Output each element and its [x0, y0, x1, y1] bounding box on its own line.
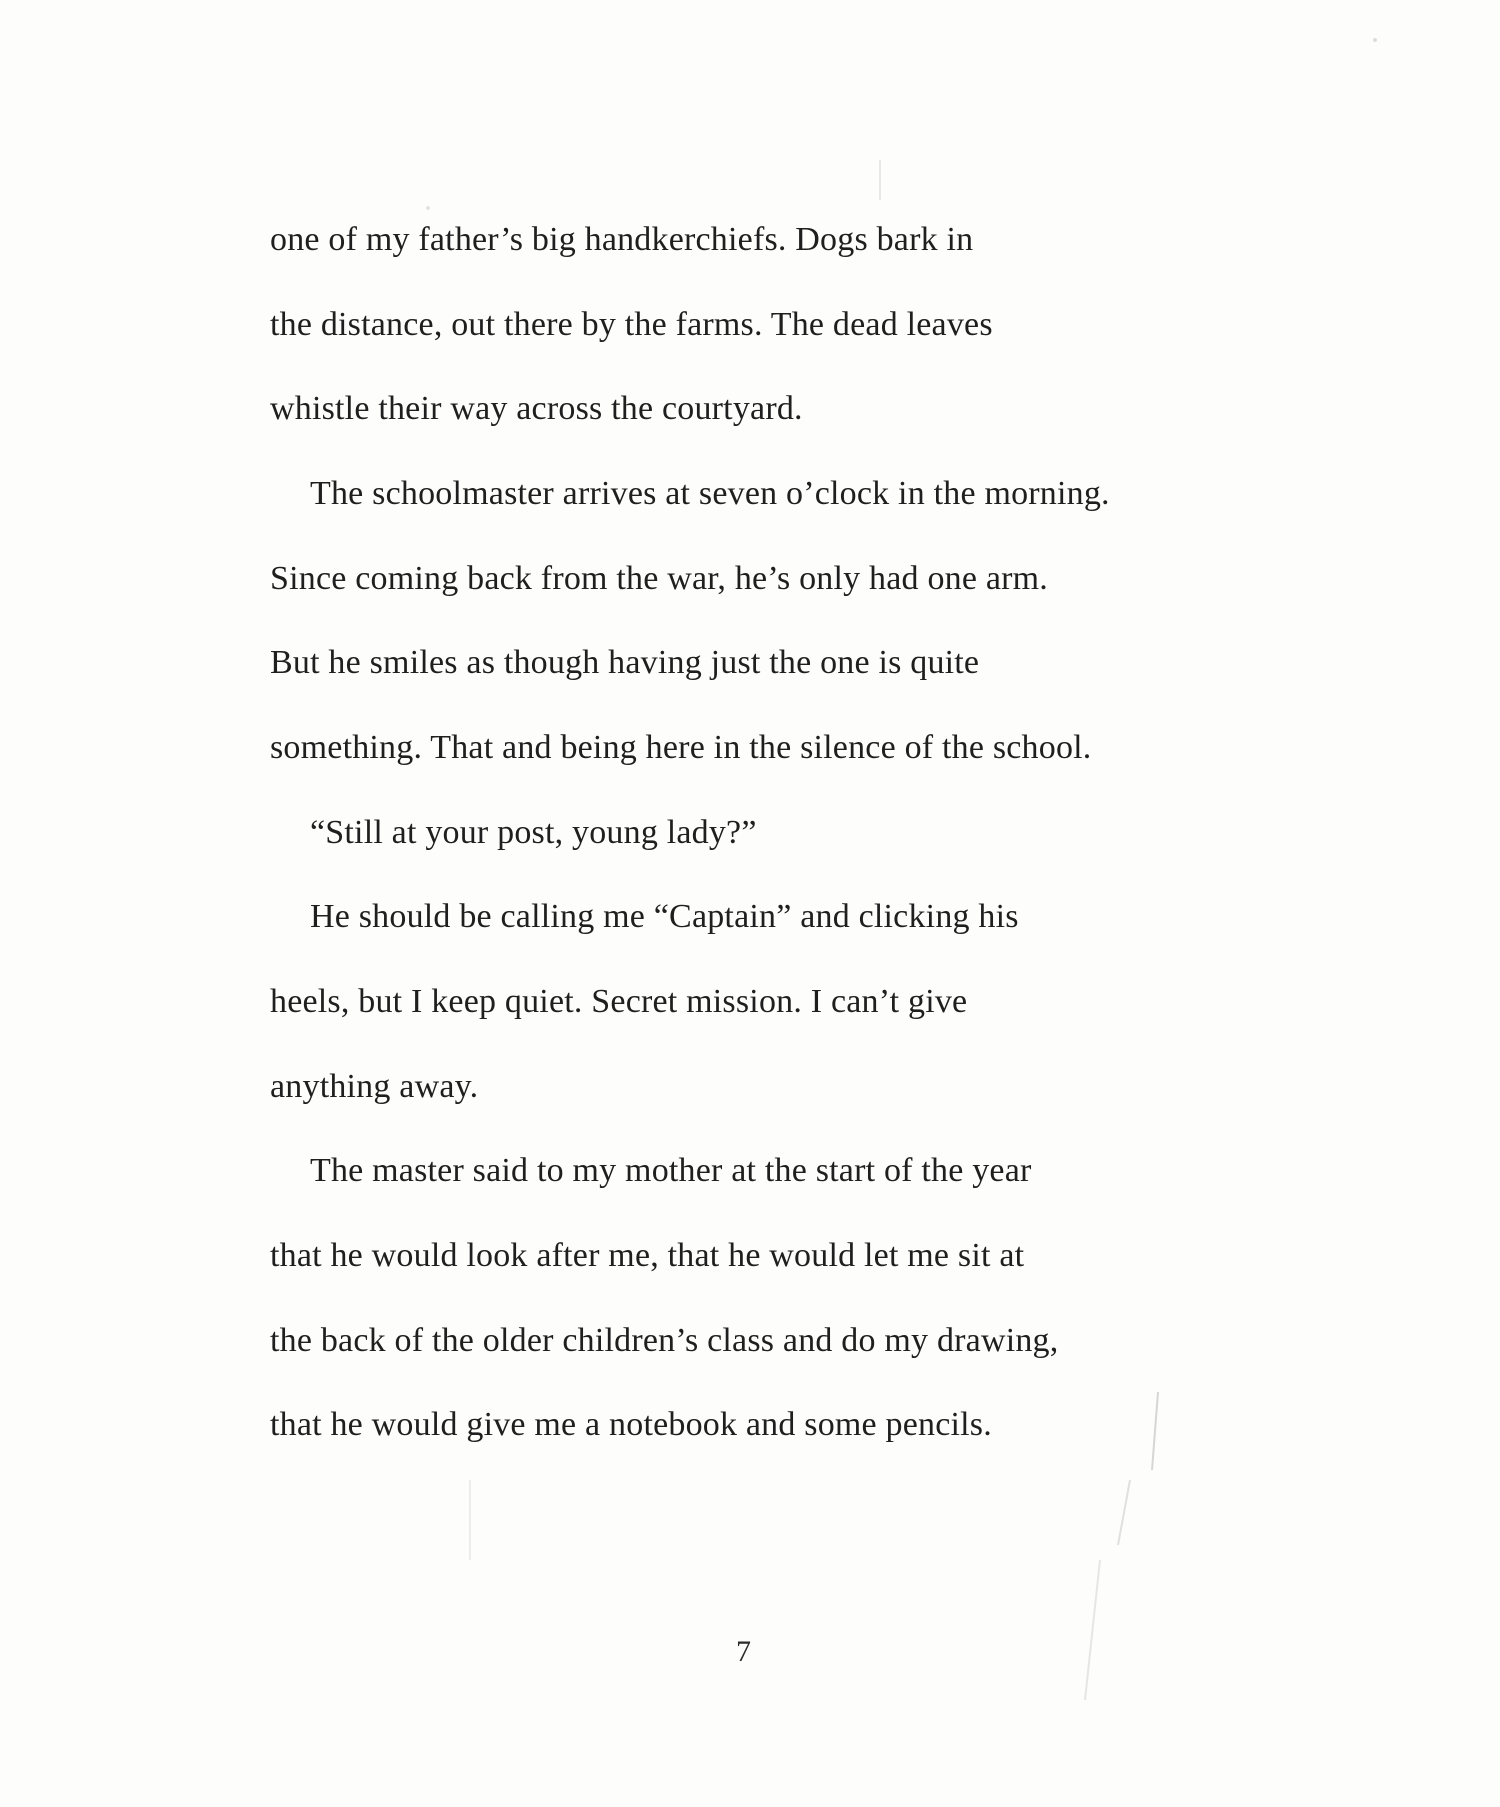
- text-line-1: one of my father’s big handkerchiefs. Dogs bark in: [270, 221, 974, 258]
- text-line-5: Since coming back from the war, he’s only had one arm.: [270, 560, 1048, 597]
- text-line-7: something. That and being here in the silence of the school.: [270, 729, 1092, 766]
- text-line-4: The schoolmaster arrives at seven o’clock in the morning.: [310, 475, 1110, 512]
- text-line-15: that he would give me a notebook and some pencils.: [270, 1406, 992, 1443]
- text-line-14: the back of the older children’s class and do my drawing,: [270, 1322, 1059, 1359]
- text-line-8: “Still at your post, young lady?”: [310, 814, 757, 851]
- text-line-13: that he would look after me, that he would let me sit at: [270, 1237, 1025, 1274]
- text-line-12: The master said to my mother at the start of the year: [310, 1152, 1032, 1189]
- page-number: 7: [736, 1635, 751, 1668]
- text-line-2: the distance, out there by the farms. The dead leaves: [270, 306, 993, 343]
- text-line-11: anything away.: [270, 1068, 479, 1105]
- text-line-10: heels, but I keep quiet. Secret mission. I can’t give: [270, 983, 968, 1020]
- text-line-9: He should be calling me “Captain” and clicking his: [310, 898, 1019, 935]
- text-line-3: whistle their way across the courtyard.: [270, 390, 803, 427]
- text-line-6: But he smiles as though having just the one is quite: [270, 644, 980, 681]
